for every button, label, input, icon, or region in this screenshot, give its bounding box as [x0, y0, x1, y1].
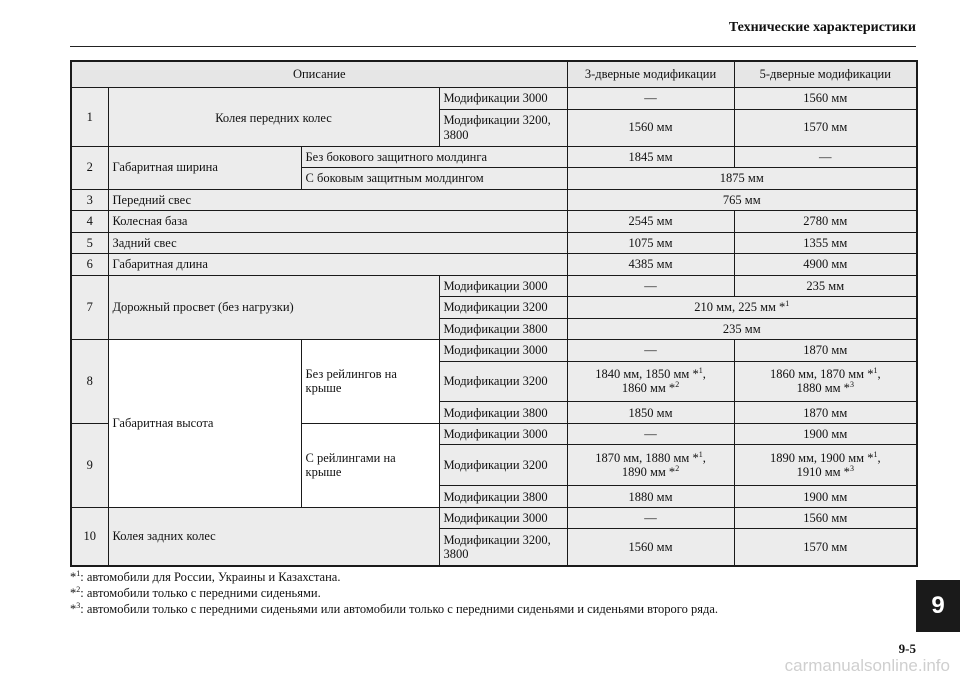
value-cell: 1355 мм: [734, 232, 917, 254]
value-cell: 1870 мм: [734, 340, 917, 362]
value-text: 1880 мм *: [796, 381, 850, 396]
table-row: [71, 254, 917, 276]
value-cell: 235 мм: [734, 275, 917, 297]
row-number: 6: [71, 254, 108, 276]
value-cell: —: [567, 423, 734, 445]
header-divider: [70, 46, 916, 47]
row-label: Колея передних колес: [108, 88, 439, 146]
value-cell: 1560 мм: [734, 88, 917, 110]
row-label: Габаритная высота: [108, 340, 301, 508]
footnote-marker: 3: [849, 380, 854, 390]
modification-cell: Модификации 3000: [439, 340, 567, 362]
row-number: 8: [71, 340, 108, 424]
value-cell: 1570 мм: [734, 109, 917, 146]
modification-cell: Модификации 3000: [439, 423, 567, 445]
value-text: 1860 мм, 1870 мм *: [769, 367, 874, 382]
value-cell: 1850 мм: [567, 402, 734, 424]
table-row: [71, 275, 917, 297]
page-number: 9-5: [898, 641, 916, 656]
value-cell: 1880 мм: [567, 486, 734, 508]
value-separator: ,: [877, 451, 881, 466]
footnote-mark: *: [70, 602, 77, 616]
value-cell: [567, 297, 917, 319]
modification-cell: Модификации 3200, 3800: [439, 109, 567, 146]
modification-cell: Модификации 3200, 3800: [439, 529, 567, 566]
row-label: Габаритная длина: [108, 254, 567, 276]
footnote: [70, 569, 718, 585]
value-separator: ,: [877, 367, 881, 382]
value-cell: 1875 мм: [567, 168, 917, 190]
watermark: carmanualsonline.info: [784, 656, 950, 675]
row-number: 4: [71, 211, 108, 233]
row-number: 1: [71, 88, 108, 146]
modification-cell: Модификации 3000: [439, 88, 567, 110]
modification-cell: Модификации 3800: [439, 402, 567, 424]
value-text: 1890 мм *: [621, 465, 676, 480]
value-cell: 4900 мм: [734, 254, 917, 276]
value-text: 1890 мм, 1900 мм *: [769, 451, 874, 466]
value-cell: 1900 мм: [734, 423, 917, 445]
footnote-mark: *: [70, 586, 77, 600]
value-separator: ,: [702, 367, 706, 382]
header-description: Описание: [71, 61, 567, 88]
table-row: [71, 88, 917, 110]
modification-cell: Модификации 3800: [439, 318, 567, 340]
value-text: 1910 мм *: [796, 465, 850, 480]
value-cell: 1560 мм: [567, 109, 734, 146]
footnote: [70, 585, 718, 601]
value-cell: —: [567, 88, 734, 110]
value-cell: 1570 мм: [734, 529, 917, 566]
modification-cell: Без бокового защитного молдинга: [301, 146, 567, 168]
value-cell: 2780 мм: [734, 211, 917, 233]
footnote-marker: 2: [675, 464, 680, 474]
footnote-mark: *: [70, 570, 77, 584]
footnote-text: : автомобили только с передними сиденьями.: [80, 586, 321, 600]
footnote-marker: 2: [76, 584, 81, 594]
footnote-marker: 3: [76, 600, 81, 610]
modification-cell: Модификации 3800: [439, 486, 567, 508]
value-separator: ,: [702, 451, 706, 466]
value-cell: 1560 мм: [734, 507, 917, 529]
footnote-marker: 1: [785, 298, 790, 308]
modification-cell: Модификации 3200: [439, 361, 567, 402]
value-cell: 4385 мм: [567, 254, 734, 276]
value-text: 1860 мм *: [621, 381, 676, 396]
roof-rail-group: Без рейлингов на крыше: [301, 340, 439, 424]
value-cell: 2545 мм: [567, 211, 734, 233]
dimensions-table: [70, 60, 918, 567]
modification-cell: Модификации 3200: [439, 297, 567, 319]
modification-cell: Модификации 3200: [439, 445, 567, 486]
table-row: [71, 232, 917, 254]
value-text: 210 мм, 225 мм *: [694, 300, 786, 315]
value-cell: —: [734, 146, 917, 168]
roof-rail-group: С рейлингами на крыше: [301, 423, 439, 507]
value-cell: [734, 445, 917, 486]
row-number: 5: [71, 232, 108, 254]
row-label: Дорожный просвет (без нагрузки): [108, 275, 439, 340]
footnote-marker: 3: [849, 464, 854, 474]
footnote-marker: 1: [76, 568, 81, 578]
row-label: Передний свес: [108, 189, 567, 211]
footnotes: [70, 569, 718, 617]
header-five-door: 5-дверные модификации: [734, 61, 917, 88]
footnote-marker: 1: [698, 449, 703, 459]
table-row: [71, 211, 917, 233]
row-label: Габаритная ширина: [108, 146, 301, 189]
value-cell: —: [567, 507, 734, 529]
table-row: [71, 340, 917, 362]
value-cell: 1075 мм: [567, 232, 734, 254]
value-cell: 1845 мм: [567, 146, 734, 168]
row-label: Колея задних колес: [108, 507, 439, 566]
row-number: 7: [71, 275, 108, 340]
row-number: 10: [71, 507, 108, 566]
table-row: [71, 189, 917, 211]
value-cell: 1870 мм: [734, 402, 917, 424]
value-text: 1870 мм, 1880 мм *: [595, 451, 699, 466]
value-cell: 1900 мм: [734, 486, 917, 508]
modification-cell: Модификации 3000: [439, 507, 567, 529]
footnote-marker: 1: [873, 365, 878, 375]
row-label: Колесная база: [108, 211, 567, 233]
footnote-marker: 1: [698, 365, 703, 375]
value-cell: —: [567, 340, 734, 362]
table-row: [71, 507, 917, 529]
footnote-text: : автомобили только с передними сиденьями или автомобили только с передними сиденьями и сиденьями второго ряда.: [80, 602, 719, 616]
value-cell: [734, 361, 917, 402]
row-number: 2: [71, 146, 108, 189]
header-three-door: 3-дверные модификации: [567, 61, 734, 88]
footnote-text: : автомобили для России, Украины и Казахстана.: [80, 570, 341, 584]
table-row: [71, 146, 917, 168]
modification-cell: С боковым защитным молдингом: [301, 168, 567, 190]
row-number: 9: [71, 423, 108, 507]
page-header-title: Технические характеристики: [728, 20, 916, 35]
footnote: [70, 601, 718, 617]
modification-cell: Модификации 3000: [439, 275, 567, 297]
row-label: Задний свес: [108, 232, 567, 254]
value-text: 1840 мм, 1850 мм *: [595, 367, 699, 382]
value-cell: [567, 445, 734, 486]
chapter-tab: 9: [916, 580, 960, 632]
footnote-marker: 2: [675, 380, 680, 390]
value-cell: [567, 361, 734, 402]
value-cell: 765 мм: [567, 189, 917, 211]
value-cell: 1560 мм: [567, 529, 734, 566]
value-cell: 235 мм: [567, 318, 917, 340]
value-cell: —: [567, 275, 734, 297]
row-number: 3: [71, 189, 108, 211]
footnote-marker: 1: [873, 449, 878, 459]
